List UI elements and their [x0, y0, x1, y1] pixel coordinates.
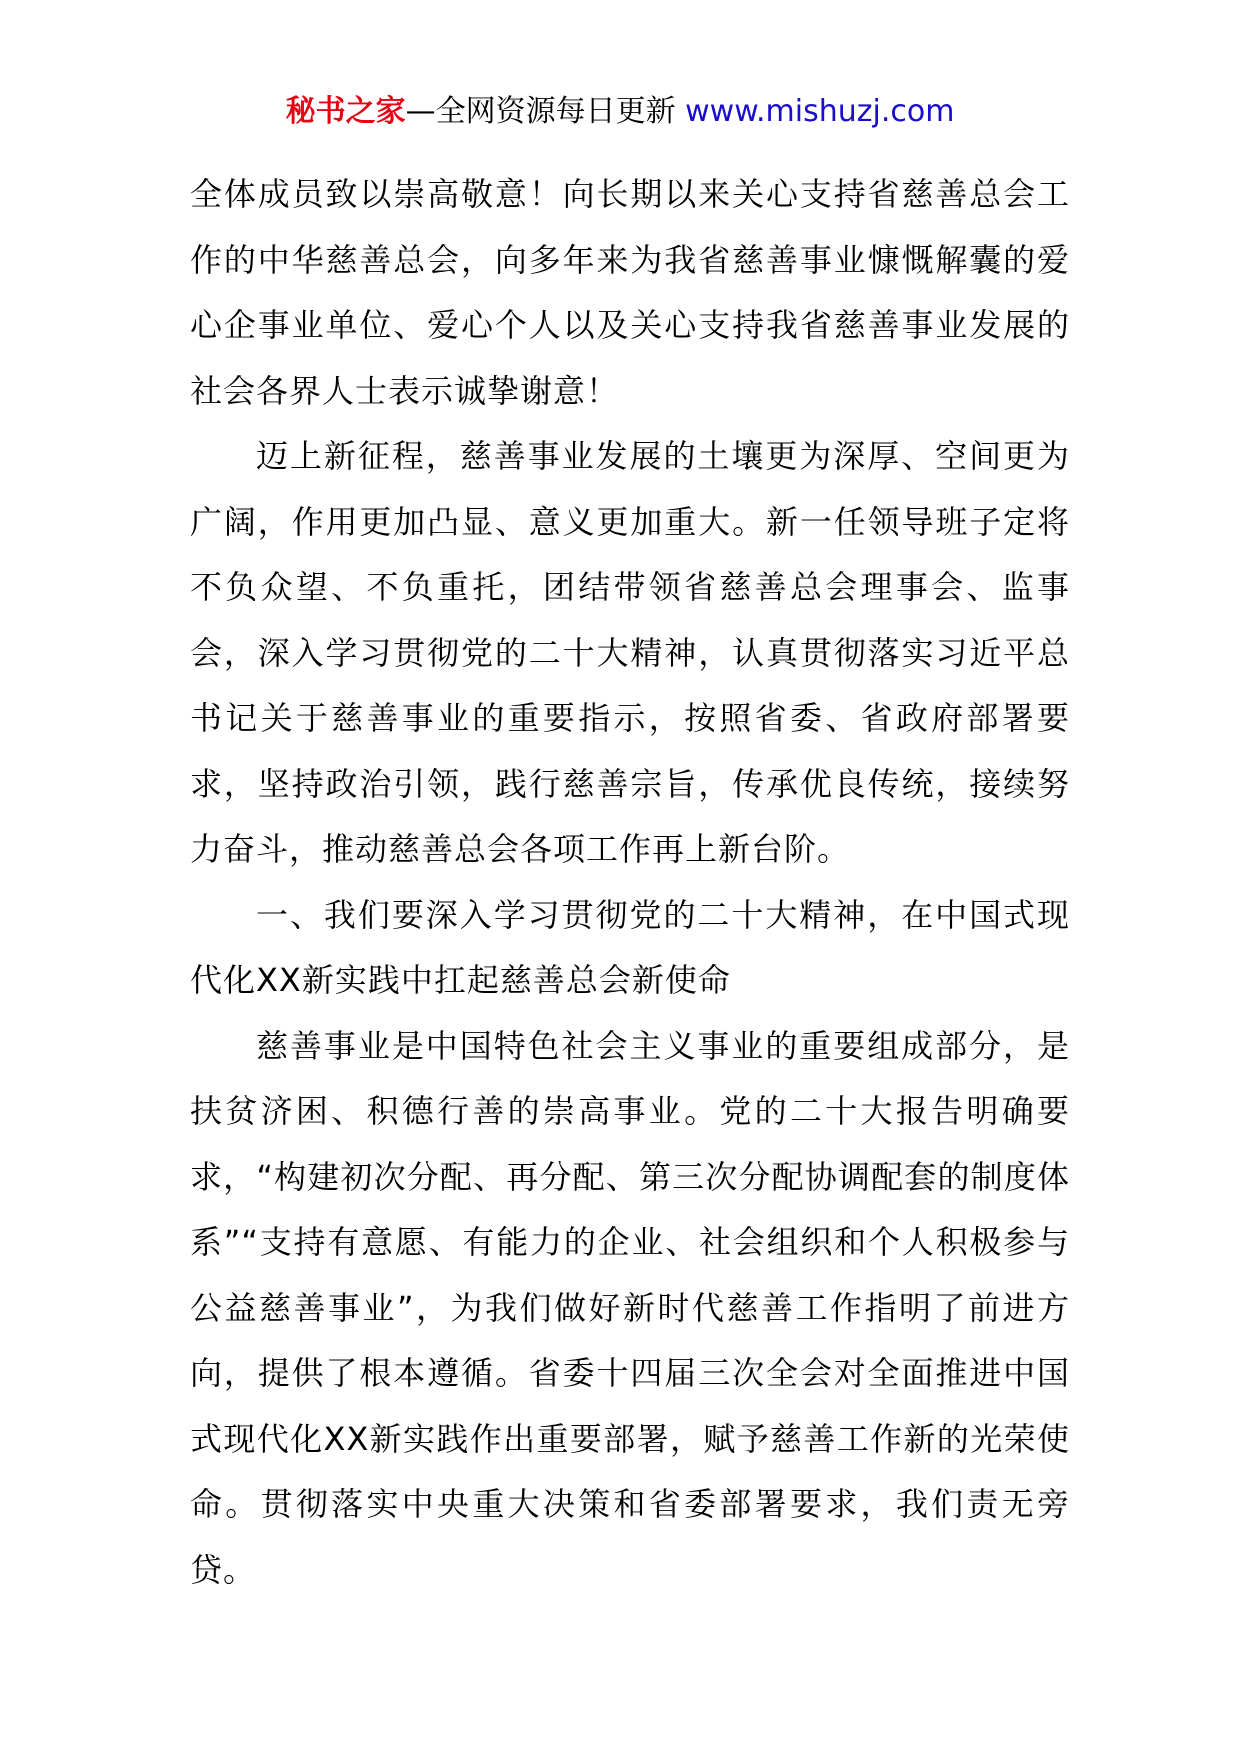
document-body — [190, 162, 1070, 1603]
site-header — [0, 92, 1240, 132]
paragraph: 迈上新征程，慈善事业发展的土壤更为深厚、空间更为广阔，作用更加凸显、意义更加重大。新一任领导班子定将不负众望、不负重托，团结带领省慈善总会理事会、监事会，深入学习贯彻党的二十大精神，认真贯彻落实习近平总书记关于慈善事业的重要指示，按照省委、省政府部署要求，坚持政治引领，践行慈善宗旨，传承优良传统，接续努力奋斗，推动慈善总会各项工作再上新台阶。 — [190, 437, 1070, 868]
paragraph: 慈善事业是中国特色社会主义事业的重要组成部分，是扶贫济困、积德行善的崇高事业。党的二十大报告明确要求，“构建初次分配、再分配、第三次分配协调配套的制度体系”“支持有意愿、有能力的企业、社会组织和个人积极参与公益慈善事业”，为我们做好新时代慈善工作指明了前进方向，提供了根本遵循。省委十四届三次全会对全面推进中国式现代化XX新实践作出重要部署，赋予慈善工作新的光荣使命。贯彻落实中央重大决策和省委部署要求，我们责无旁贷。 — [190, 1026, 1070, 1589]
site-slogan: —全网资源每日更新 — [405, 94, 686, 129]
section-heading: 一、我们要深入学习贯彻党的二十大精神，在中国式现代化XX新实践中扛起慈善总会新使命 — [190, 895, 1070, 999]
site-brand: 秘书之家 — [285, 94, 406, 129]
paragraph: 全体成员致以崇高敬意！向长期以来关心支持省慈善总会工作的中华慈善总会，向多年来为我省慈善事业慷慨解囊的爱心企事业单位、爱心个人以及关心支持我省慈善事业发展的社会各界人士表示诚挚谢意！ — [190, 175, 1070, 410]
site-url-link[interactable]: www.mishuzj.com — [685, 94, 955, 129]
